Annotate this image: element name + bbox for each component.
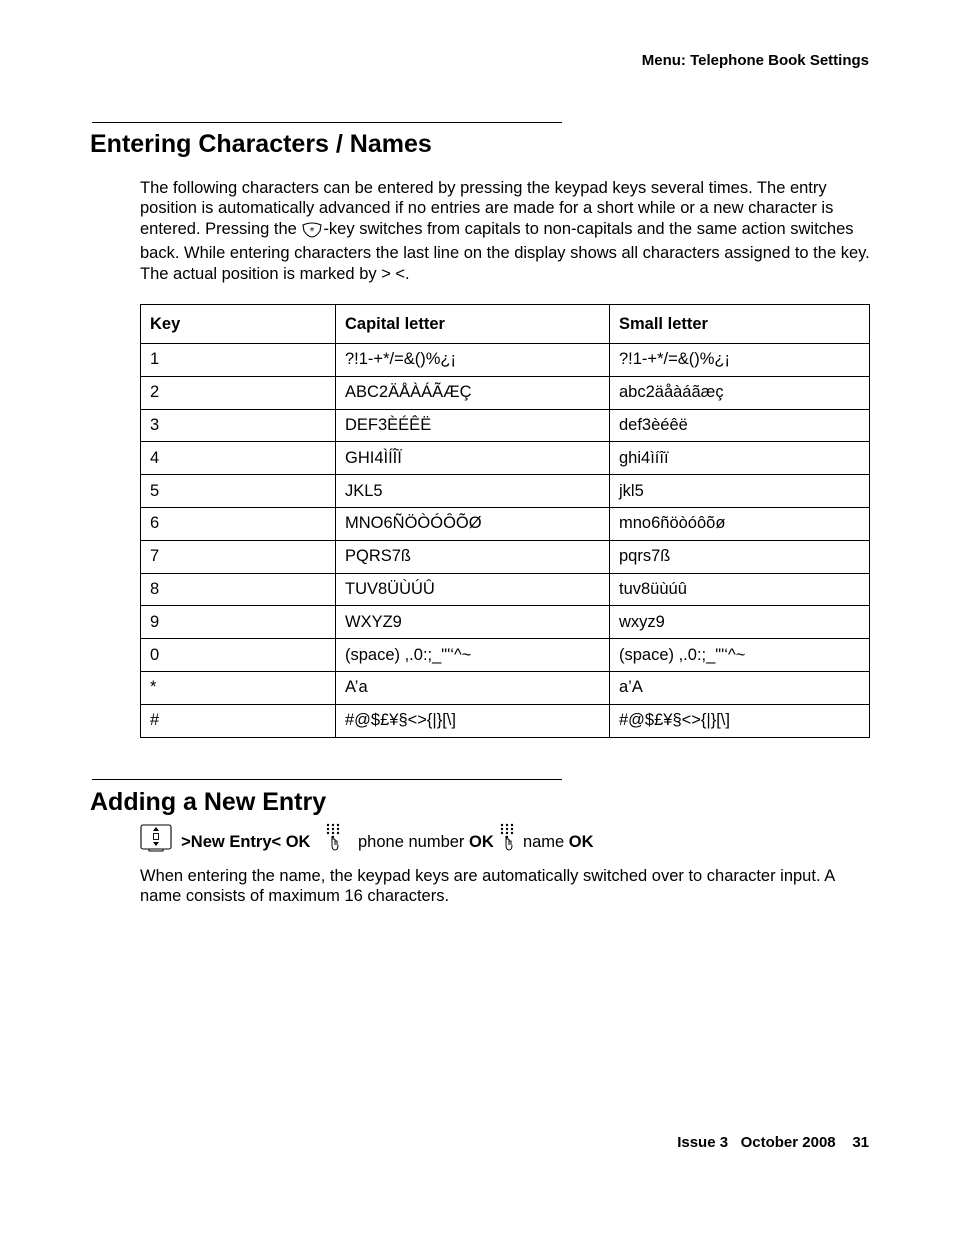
cell-small-letters: abc2äåàáãæç [610, 376, 870, 409]
character-table [140, 304, 870, 738]
name-step: name [522, 833, 569, 851]
cell-key: * [141, 671, 336, 704]
cell-capital-letters: PQRS7ß [336, 540, 610, 573]
cell-small-letters: ?!1-+*/=&()%¿¡ [610, 344, 870, 377]
table-row [141, 442, 870, 475]
name-ok: OK [568, 833, 594, 851]
intro-paragraph [140, 178, 870, 284]
footer-date: October 2008 [740, 1134, 836, 1151]
phone-number-ok: OK [469, 833, 494, 851]
table-row [141, 409, 870, 442]
column-header-small: Small letter [610, 305, 870, 344]
cell-capital-letters: ?!1-+*/=&()%¿¡ [336, 344, 610, 377]
section-divider [92, 122, 562, 123]
cell-capital-letters: #@$£¥§<>{|}[\] [336, 704, 610, 737]
new-entry-step: >New Entry< OK [181, 833, 311, 851]
intro-text-end: -key switches from capitals to non-capitals and the same action switches back. While entering characters the last line on the display shows all characters assigned to the key. The actual position is marked by > <. [140, 219, 870, 283]
cell-capital-letters: TUV8ÜÙÚÛ [336, 573, 610, 606]
section-heading-entering-characters: Entering Characters / Names [90, 130, 432, 158]
cell-capital-letters: A’a [336, 671, 610, 704]
navigation-instruction [140, 822, 594, 852]
table-row [141, 507, 870, 540]
table-row [141, 540, 870, 573]
cell-small-letters: wxyz9 [610, 606, 870, 639]
cell-capital-letters: (space) ,.0:;_"'‘^~ [336, 639, 610, 672]
cell-key: 8 [141, 573, 336, 606]
section-heading-adding-entry: Adding a New Entry [90, 788, 327, 816]
running-header: Menu: Telephone Book Settings [641, 52, 869, 69]
page-footer [677, 1134, 869, 1151]
cell-capital-letters: JKL5 [336, 475, 610, 508]
cell-key: 0 [141, 639, 336, 672]
cell-small-letters: pqrs7ß [610, 540, 870, 573]
cell-small-letters: (space) ,.0:;_"'‘^~ [610, 639, 870, 672]
table-row [141, 704, 870, 737]
name-entry-paragraph: When entering the name, the keypad keys are automatically switched over to character input. A name consists of maximum 16 characters. [140, 867, 835, 906]
keypad-icon [498, 822, 518, 852]
column-header-key: Key [141, 305, 336, 344]
cell-capital-letters: ABC2ÄÅÀÁÃÆÇ [336, 376, 610, 409]
cell-key: 9 [141, 606, 336, 639]
cell-key: 3 [141, 409, 336, 442]
phone-number-step: phone number [358, 833, 469, 851]
cell-small-letters: mno6ñöòóôõø [610, 507, 870, 540]
cell-key: 1 [141, 344, 336, 377]
table-row [141, 573, 870, 606]
cell-key: # [141, 704, 336, 737]
table-row [141, 475, 870, 508]
cell-small-letters: tuv8üùúû [610, 573, 870, 606]
cell-capital-letters: DEF3ÈÉÊË [336, 409, 610, 442]
section-divider [92, 779, 562, 780]
cell-capital-letters: MNO6ÑÖÒÓÔÕØ [336, 507, 610, 540]
cell-key: 7 [141, 540, 336, 573]
table-header-row [141, 305, 870, 344]
cell-small-letters: jkl5 [610, 475, 870, 508]
table-row [141, 344, 870, 377]
intro-text-start: The following characters can be entered by pressing the keypad keys several times. The entry position is automatically advanced if no entries are made for a short while or a new character is entered. Pressing the [140, 179, 834, 238]
cell-key: 2 [141, 376, 336, 409]
cell-capital-letters: WXYZ9 [336, 606, 610, 639]
cell-small-letters: #@$£¥§<>{|}[\] [610, 704, 870, 737]
cell-key: 6 [141, 507, 336, 540]
footer-issue: Issue 3 [677, 1134, 729, 1151]
cell-key: 4 [141, 442, 336, 475]
telephone-book-key-icon[interactable] [140, 824, 172, 852]
cell-small-letters: ghi4ìíîï [610, 442, 870, 475]
cell-small-letters: def3èéêë [610, 409, 870, 442]
column-header-capital: Capital letter [336, 305, 610, 344]
cell-capital-letters: GHI4ÌÍÎÏ [336, 442, 610, 475]
table-row [141, 639, 870, 672]
table-row [141, 671, 870, 704]
cell-key: 5 [141, 475, 336, 508]
svg-text:*: * [309, 225, 315, 237]
page-number: 31 [852, 1134, 869, 1151]
table-row [141, 606, 870, 639]
cell-small-letters: a’A [610, 671, 870, 704]
keypad-icon [324, 822, 344, 852]
star-key-icon [301, 222, 323, 243]
table-row [141, 376, 870, 409]
